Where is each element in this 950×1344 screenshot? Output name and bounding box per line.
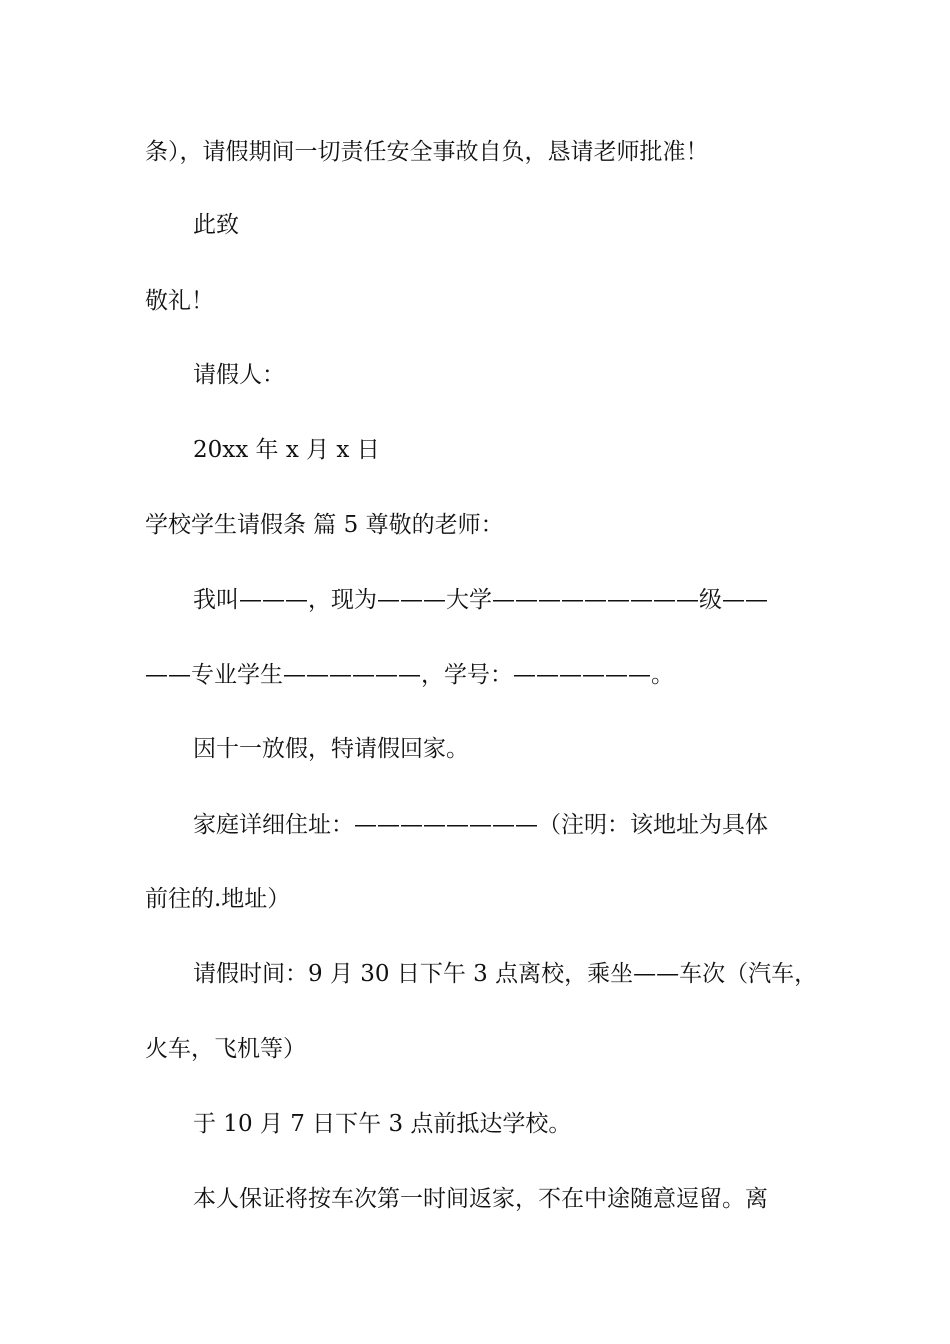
text-line: 火车，飞机等）: [145, 1036, 306, 1062]
section-heading: 学校学生请假条 篇 5 尊敬的老师：: [145, 512, 504, 538]
text-line: 此致: [193, 212, 239, 238]
text-line: 20xx 年 x 月 x 日: [193, 437, 380, 463]
text-line: 我叫———，现为———大学—————————级——: [193, 587, 768, 613]
text-line: 于 10 月 7 日下午 3 点前抵达学校。: [193, 1111, 572, 1137]
text-line: 前往的.地址）: [145, 886, 291, 912]
text-line: 请假人：: [193, 362, 285, 388]
text-line: 请假时间：9 月 30 日下午 3 点离校，乘坐——车次（汽车，: [193, 961, 818, 987]
text-line: 家庭详细住址：————————（注明：该地址为具体: [193, 812, 768, 838]
text-line: ——专业学生——————，学号：——————。: [145, 662, 674, 688]
text-line: 因十一放假，特请假回家。: [193, 736, 469, 762]
text-line: 条），请假期间一切责任安全事故自负，恳请老师批准！: [145, 139, 709, 165]
text-line: 敬礼！: [145, 288, 214, 314]
text-line: 本人保证将按车次第一时间返家，不在中途随意逗留。离: [193, 1186, 768, 1212]
